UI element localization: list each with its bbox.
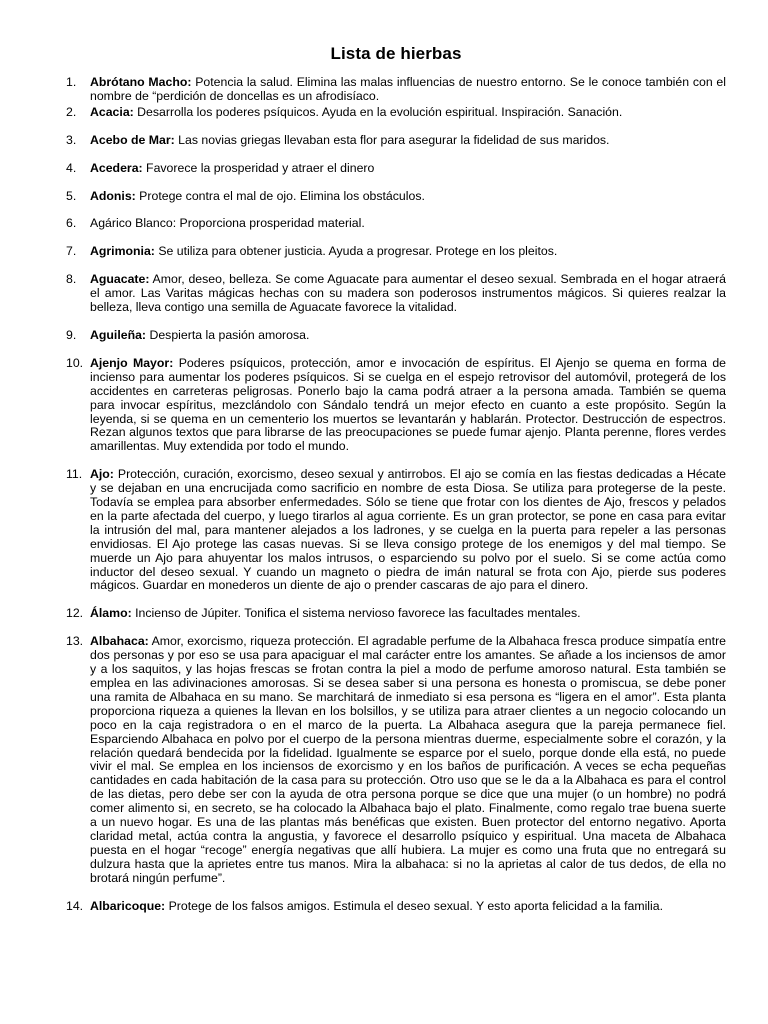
item-term: Acacia: bbox=[90, 104, 134, 119]
item-number: 14. bbox=[66, 898, 84, 913]
page-title: Lista de hierbas bbox=[330, 44, 462, 63]
item-text: Protección, curación, exorcismo, deseo sexual y antirrobos. El ajo se comía en las fiestas dedicadas a Hécate y se dejaban en una encrucijada como sacrificio en nombre de esta Diosa. Se utiliza para protegerse de la peste. Todavía se emplea para absorber enfermedades. Sólo se tiene que frotar con los dientes de Ajo, frescos y pelados en la parte afectada del cuerpo, y luego tirarlos al agua corriente. Es un gran protector, se pone en casa para evitar la intrusión del mal, para mantener alejados a los ladrones, y se cuelga en la puerta para repeler a las personas envidiosas. El Ajo protege las casas nuevas. Si se lleva consigo protege de los enemigos y del mal tiempo. Se muerde un Ajo para ahuyentar los malos intrusos, o esparciendo su polvo por el suelo. Si se come actúa como inductor del deseo sexual. Y cuando un magneto o piedra de imán natural se frota con Ajo, pierde sus poderes mágicos. Guardar en monederos un diente de ajo o prender cascaras de ajo para el dinero. bbox=[90, 467, 726, 593]
item-text: Potencia la salud. Elimina las malas influencias de nuestro entorno. Se le conoce también con el nombre de “perdición de doncellas es un afrodisíaco. bbox=[90, 75, 726, 103]
item-text: Las novias griegas llevaban esta flor para asegurar la fidelidad de sus maridos. bbox=[174, 132, 610, 147]
item-text: Amor, exorcismo, riqueza protección. El agradable perfume de la Albahaca fresca produce simpatía entre dos personas y por eso se usa para apaciguar el mal carácter entre los amantes. Se añade a los inciensos de amor y a los saquitos, y las hojas frescas se frotan contra la piel a modo de perfume amoroso natural. Esta también se emplea en las adivinaciones amorosas. Si se desea saber si una persona es honesta o promiscua, se debe poner una ramita de Albahaca en su mano. Se marchitará de inmediato si esa persona es “ligera en el amor”. Esta planta proporciona riqueza a quienes la llevan en los bolsillos, y se utiliza para atraer clientes a un negocio colocando un poco en la caja registradora o en el marco de la puerta. La Albahaca asegura que la pareja permanece fiel. Esparciendo Albahaca en polvo por el cuerpo de la persona mientras duerme, especialmente sobre el corazón, y la relación quedará bendecida por la fidelidad. Igualmente se esparce por el suelo, porque donde ella está, no puede vivir el mal. Se emplea en los inciensos de exorcismo y en los baños de purificación. A veces se echa pequeñas cantidades en cada habitación de la casa para su protección. Otro uso que se le da a la Albahaca es para el control de las dietas, pero debe ser con la ayuda de otra persona porque se dice que una mujer (o un hombre) no podrá comer alimento si, en secreto, se ha colocado la Albahaca bajo el plato. Finalmente, como regalo trae buena suerte a un nuevo hogar. Es una de las plantas más benéficas que existen. Buen protector del entorno negativo. Aporta claridad metal, actúa contra la angustia, y favorece el desarrollo psíquico y espiritual. Una maceta de Albahaca puesta en el hogar “recoge” energía negativas que allí hubiera. La mujer es como una fruta que no entregará su dulzura hasta que la aprietes entre tus manos. Mira la albahaca: si no la aprietas al calor de tus dedos, de ella no brotará ningún perfume”. bbox=[90, 634, 726, 885]
item-term: Acedera: bbox=[90, 160, 143, 175]
item-text: Se utiliza para obtener justicia. Ayuda a progresar. Protege en los pleitos. bbox=[154, 244, 558, 259]
item-term: Abrótano Macho: bbox=[90, 75, 192, 89]
list-item bbox=[66, 468, 726, 593]
list-item bbox=[66, 245, 726, 259]
item-text: Protege de los falsos amigos. Estimula el deseo sexual. Y esto aporta felicidad a la familia. bbox=[165, 898, 664, 913]
list-item bbox=[66, 190, 726, 204]
item-term: Agrimonia: bbox=[90, 244, 155, 259]
item-text: Desarrolla los poderes psíquicos. Ayuda en la evolución espiritual. Inspiración. Sanación. bbox=[133, 104, 623, 119]
list-item bbox=[66, 273, 726, 315]
item-term: Aguacate: bbox=[90, 272, 150, 287]
item-number: 1. bbox=[66, 75, 77, 89]
item-number: 11. bbox=[66, 467, 83, 482]
item-number: 12. bbox=[66, 606, 84, 621]
item-text: Poderes psíquicos, protección, amor e invocación de espíritus. El Ajenjo se quema en forma de incienso para aumentar los poderes psíquicos. Si se cuelga en el espejo retrovisor del automóvil, protegerá de los accidentes en carreteras peligrosas. Ponerlo bajo la cama podrá atraer a la persona amada. También se quema para invocar espíritus, mezclándolo con Sándalo tendrá un mejor efecto en cuanto a este propósito. Según la leyenda, si se quema en un cementerio los muertos se levantarán y hablarán. Protector. Destrucción de espectros. Rezan algunos textos que para librarse de las preocupaciones se puede fumar ajenjo. Planta perenne, flores verdes amarillentas. Muy extendida por todo el mundo. bbox=[90, 355, 726, 454]
item-term: Acebo de Mar: bbox=[90, 132, 175, 147]
list-item bbox=[66, 162, 726, 176]
item-text: Incienso de Júpiter. Tonifica el sistema nervioso favorece las facultades mentales. bbox=[131, 606, 581, 621]
item-term: Álamo: bbox=[90, 606, 132, 621]
item-term: Adonis: bbox=[90, 188, 136, 203]
item-number: 9. bbox=[66, 327, 77, 342]
list-item bbox=[66, 900, 726, 914]
item-term: Albaricoque: bbox=[90, 898, 166, 913]
item-term: Ajenjo Mayor: bbox=[90, 355, 174, 370]
item-number: 10. bbox=[66, 355, 84, 370]
item-number: 3. bbox=[66, 132, 77, 147]
list-item bbox=[66, 357, 726, 454]
item-number: 8. bbox=[66, 272, 77, 287]
item-text: Amor, deseo, belleza. Se come Aguacate para aumentar el deseo sexual. Sembrada en el hogar atraerá el amor. Las Varitas mágicas hechas con su madera son poderosos instrumentos mágicos. Si quieres realzar la belleza, lleva contigo una semilla de Aguacate favorece la vitalidad. bbox=[90, 272, 726, 315]
herb-list bbox=[66, 76, 726, 914]
item-text: Despierta la pasión amorosa. bbox=[146, 327, 310, 342]
item-number: 7. bbox=[66, 244, 77, 259]
item-text: Protege contra el mal de ojo. Elimina los obstáculos. bbox=[135, 188, 425, 203]
list-item bbox=[66, 134, 726, 148]
item-term: Albahaca: bbox=[90, 634, 149, 649]
list-item bbox=[66, 607, 726, 621]
list-item bbox=[66, 329, 726, 343]
item-number: 4. bbox=[66, 160, 77, 175]
item-number: 5. bbox=[66, 188, 77, 203]
list-item bbox=[66, 76, 726, 104]
item-number: 2. bbox=[66, 104, 77, 119]
item-text: Favorece la prosperidad y atraer el dinero bbox=[142, 160, 375, 175]
item-term: Ajo: bbox=[90, 467, 114, 482]
item-number: 6. bbox=[66, 216, 77, 231]
list-item bbox=[66, 635, 726, 885]
item-term: Aguileña: bbox=[90, 327, 147, 342]
item-text: Agárico Blanco: Proporciona prosperidad material. bbox=[90, 216, 365, 231]
list-item bbox=[66, 217, 726, 231]
list-item bbox=[66, 106, 726, 120]
item-number: 13. bbox=[66, 634, 84, 649]
